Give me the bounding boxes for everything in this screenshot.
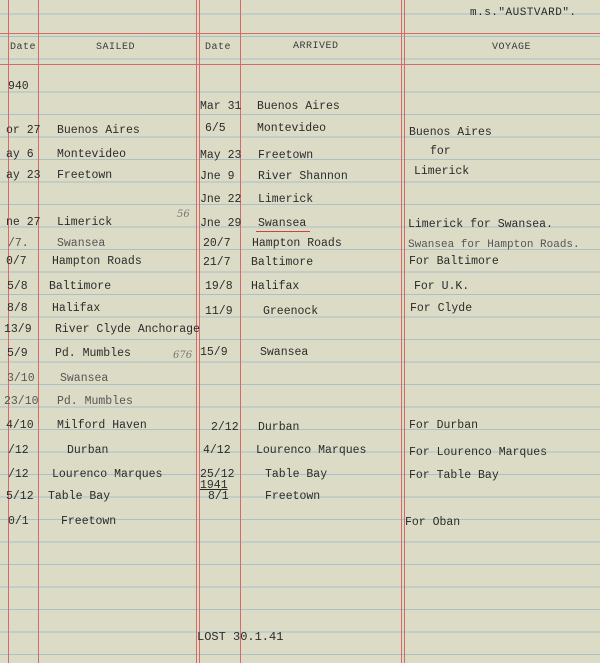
arrived-date: 11/9 [205,305,233,318]
pencil-note: 676 [173,350,193,361]
voyage-text: Limerick [414,165,470,178]
sailed-place: Halifax [52,302,101,315]
sailed-date: 13/9 [4,323,32,336]
header-top-rule [0,33,600,34]
arrived-place: Durban [258,421,300,434]
year-1941: 1941 [200,479,228,492]
arrived-date: 15/9 [200,346,228,359]
arrived-date: 21/7 [203,256,231,269]
sailed-date: ay 6 [6,148,34,161]
voyage-text: Buenos Aires [409,126,492,139]
arrived-place: Freetown [258,149,314,162]
arrived-date: May 23 [200,149,242,162]
sailed-place: Limerick [57,216,113,229]
sailed-place: Freetown [57,169,113,182]
sailed-date: 0/7 [6,255,27,268]
ship-name: m.s."AUSTVARD". [470,7,577,19]
arrived-date: Mar 31 [200,100,242,113]
voyage-text: For Baltimore [409,255,499,268]
sailed-place: Swansea [57,237,106,250]
sailed-date: 0/1 [8,515,29,528]
column-rule [38,0,39,663]
arrived-date: 20/7 [203,237,231,250]
arrived-date: 4/12 [203,444,231,457]
sailed-date: 8/8 [7,302,28,315]
arrived-place: Swansea [260,346,309,359]
sailed-date: 5/12 [6,490,34,503]
voyage-text: For Clyde [410,302,473,315]
arrived-date: 8/1 [208,490,229,503]
header-arrived: ARRIVED [293,41,339,52]
voyage-text: Limerick for Swansea. [408,218,553,231]
sailed-date: /12 [8,468,29,481]
voyage-text: For Oban [405,516,461,529]
sailed-date: 5/9 [7,347,28,360]
sailed-place: Swansea [60,372,109,385]
arrived-date: 25/12 [200,468,235,481]
sailed-place: River Clyde Anchorage [55,323,200,336]
arrived-date: 2/12 [211,421,239,434]
voyage-text: For Table Bay [409,469,499,482]
arrived-place: Montevideo [257,122,327,135]
arrived-date: 6/5 [205,122,226,135]
sailed-place: Hampton Roads [52,255,142,268]
year-label: 940 [8,80,29,93]
arrived-place: Halifax [251,280,300,293]
sailed-date: 4/10 [6,419,34,432]
sailed-place: Montevideo [57,148,127,161]
sailed-place: Buenos Aires [57,124,140,137]
pencil-note: 56 [177,209,190,220]
lost-note: LOST 30.1.41 [197,630,284,644]
arrived-date: 19/8 [205,280,233,293]
voyage-text: Swansea for Hampton Roads. [408,239,580,251]
sailed-place: Baltimore [49,280,112,293]
swansea-underline [256,231,310,232]
arrived-place: Freetown [265,490,321,503]
sailed-date: 3/10 [7,372,35,385]
sailed-place: Pd. Mumbles [57,395,133,408]
header-date-sailed: Date [10,42,37,53]
sailed-place: Freetown [61,515,117,528]
sailed-place: Milford Haven [57,419,147,432]
header-voyage: VOYAGE [492,42,532,53]
arrived-date: Jne 22 [200,193,242,206]
sailed-place: Pd. Mumbles [55,347,131,360]
arrived-place: Hampton Roads [252,237,342,250]
arrived-date: Jne 29 [200,217,242,230]
sailed-date: /12 [8,444,29,457]
sailed-date: ne 27 [6,216,41,229]
arrived-place: Baltimore [251,256,314,269]
sailed-place: Lourenco Marques [52,468,163,481]
arrived-place: Swansea [258,217,307,230]
column-rule [401,0,402,663]
sailed-place: Table Bay [48,490,111,503]
header-sailed: SAILED [96,42,136,53]
voyage-text: For U.K. [414,280,470,293]
arrived-place: Greenock [263,305,319,318]
voyage-text: For Durban [409,419,479,432]
column-rule [404,0,405,663]
sailed-date: ay 23 [6,169,41,182]
arrived-place: Buenos Aires [257,100,340,113]
sailed-place: Durban [67,444,109,457]
sailed-date: or 27 [6,124,41,137]
header-bottom-rule [0,64,600,65]
arrived-place: River Shannon [258,170,348,183]
arrived-place: Lourenco Marques [256,444,367,457]
voyage-text: for [430,145,451,158]
sailed-date: /7. [8,237,29,250]
arrived-place: Limerick [258,193,314,206]
sailed-date: 23/10 [4,395,39,408]
voyage-text: For Lourenco Marques [409,446,548,459]
header-date-arrived: Date [205,42,232,53]
sailed-date: 5/8 [7,280,28,293]
arrived-date: Jne 9 [200,170,235,183]
arrived-place: Table Bay [265,468,328,481]
